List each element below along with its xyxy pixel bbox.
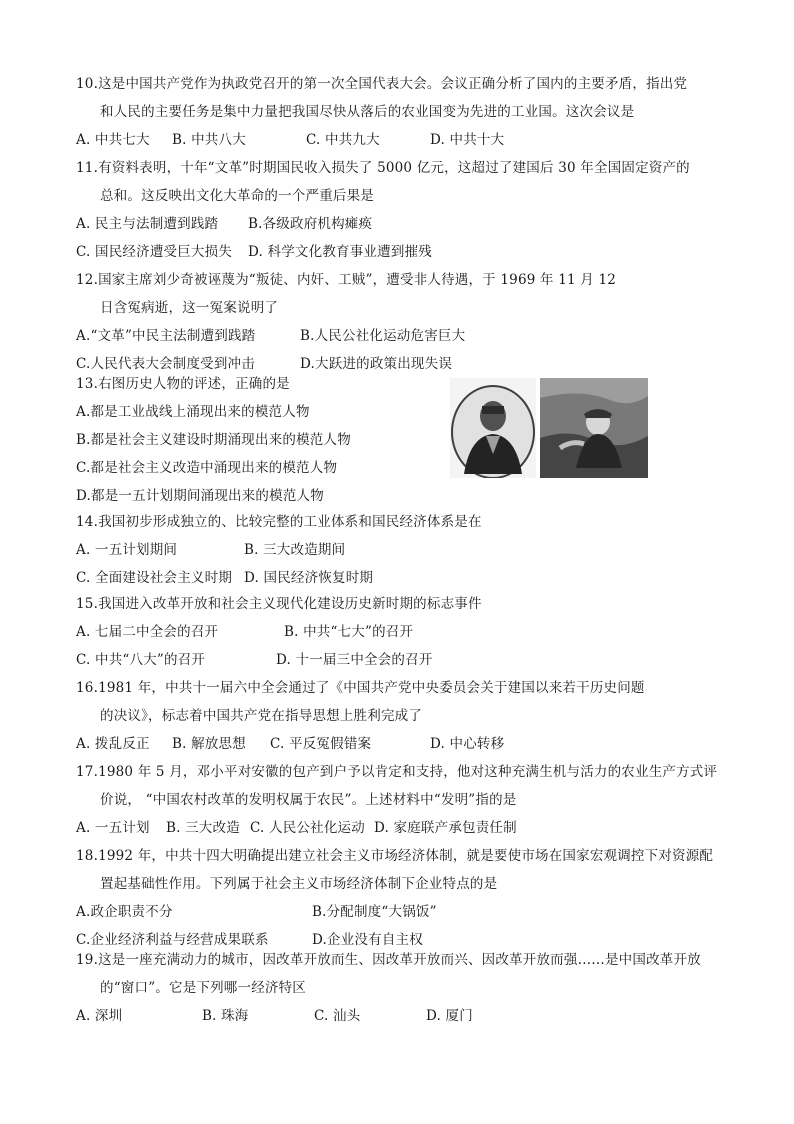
question-14 [76,508,726,592]
question-17-stem-line-1: 17.1980 年 5 月，邓小平对安徽的包产到户予以肯定和支持，他对这种充满生机与活力的农业生产方式评 [76,764,718,780]
option-b: B. 解放思想 [172,736,246,752]
option-a: A. 拨乱反正 [76,736,150,752]
question-15-options-row-2 [76,646,726,674]
option-d: D. 十一届三中全会的召开 [276,652,433,668]
option-a: A.“文革”中民主法制遭到践踏 [76,328,256,344]
question-11-stem-line-2: 总和。这反映出文化大革命的一个严重后果是 [100,188,374,204]
option-c: C.人民代表大会制度受到冲击 [76,356,255,372]
question-17-options [76,814,726,842]
question-17-stem-line-2: 价说， “中国农村改革的发明权属于农民”。上述材料中“发明”指的是 [100,792,517,808]
option-d: D. 国民经济恢复时期 [244,570,374,586]
question-16-stem-line-2: 的决议》，标志着中国共产党在指导思想上胜利完成了 [100,708,423,724]
option-b: B.都是社会主义建设时期涌现出来的模范人物 [76,432,351,448]
option-a: A. 民主与法制遭到践踏 [76,216,219,232]
question-10 [76,70,726,154]
option-c: C. 人民公社化运动 [250,820,365,836]
question-16-options [76,730,726,758]
question-18-stem-line-2: 置起基础性作用。下列属于社会主义市场经济体制下企业特点的是 [100,876,498,892]
question-12-stem-line-2: 日含冤病逝，这一冤案说明了 [100,300,279,316]
question-11-options-row-1 [76,210,726,238]
option-a: A. 中共七大 [76,132,150,148]
question-16 [76,674,726,758]
question-15-options-row-1 [76,618,726,646]
question-12-options-row-1 [76,322,726,350]
option-c: C. 中共“八大”的召开 [76,652,206,668]
question-12-stem-line-1: 12.国家主席刘少奇被诬蔑为“叛徒、内奸、工贼”，遭受非人待遇，于 1969 年 11 月 12 [76,272,617,288]
question-16-stem-line-1: 16.1981 年，中共十一届六中全会通过了《中国共产党中央委员会关于建国以来若干历史问题 [76,680,645,696]
historical-figures-photos [450,378,648,478]
question-15 [76,590,726,674]
option-d: D. 科学文化教育事业遭到摧残 [248,244,432,260]
option-b: B. 三大改造 [166,820,240,836]
question-10-stem-line-2: 和人民的主要任务是集中力量把我国尽快从落后的农业国变为先进的工业国。这次会议是 [100,104,635,120]
question-19-stem-line-1: 19.这是一座充满动力的城市，因改革开放而生、因改革开放而兴、因改革开放而强……是中国改革开放 [76,952,701,968]
question-10-stem-line-1: 10.这是中国共产党作为执政党召开的第一次全国代表大会。会议正确分析了国内的主要矛盾，指出党 [76,76,688,92]
question-14-options-row-2 [76,564,726,592]
option-d: D.企业没有自主权 [312,932,423,948]
option-d: D. 厦门 [426,1008,473,1024]
question-18-options-row-1 [76,898,726,926]
question-11-stem-line-1: 11.有资料表明，十年“文革”时期国民收入损失了 5000 亿元，这超过了建国后 30 年全国固定资产的 [76,160,690,176]
option-b: B. 三大改造期间 [244,542,346,558]
question-10-options [76,126,726,154]
option-b: B. 中共八大 [172,132,246,148]
option-c: C. 全面建设社会主义时期 [76,570,233,586]
option-b: B.各级政府机构瘫痪 [248,216,373,232]
question-19 [76,946,726,1030]
option-a: A. 一五计划 [76,820,150,836]
question-18 [76,842,726,954]
option-d: D. 中心转移 [430,736,505,752]
question-17 [76,758,726,842]
option-a: A. 一五计划期间 [76,542,178,558]
option-a: A.都是工业战线上涌现出来的模范人物 [76,404,310,420]
option-c: C. 国民经济遭受巨大损失 [76,244,233,260]
option-a: A.政企职责不分 [76,904,173,920]
question-11 [76,154,726,266]
option-c: C.企业经济利益与经营成果联系 [76,932,269,948]
question-19-options [76,1002,726,1030]
option-b: B.分配制度“大锅饭” [312,904,437,920]
option-d: D. 家庭联产承包责任制 [374,820,517,836]
option-c: C. 平反冤假错案 [270,736,372,752]
option-c: C.都是社会主义改造中涌现出来的模范人物 [76,460,338,476]
option-b: B.人民公社化运动危害巨大 [300,328,466,344]
option-d: D.都是一五计划期间涌现出来的模范人物 [76,488,324,504]
question-11-options-row-2 [76,238,726,266]
question-14-options-row-1 [76,536,726,564]
option-b: B. 中共“七大”的召开 [284,624,414,640]
option-a: A. 七届二中全会的召开 [76,624,219,640]
option-a: A. 深圳 [76,1008,123,1024]
portrait-photo [450,378,536,478]
option-d: D.大跃进的政策出现失误 [300,356,453,372]
question-18-stem-line-1: 18.1992 年，中共十四大明确提出建立社会主义市场经济体制，就是要使市场在国家宏观调控下对资源配 [76,848,714,864]
option-b: B. 珠海 [202,1008,249,1024]
option-c: C. 汕头 [314,1008,361,1024]
question-14-stem: 14.我国初步形成独立的、比较完整的工业体系和国民经济体系是在 [76,514,482,530]
question-19-stem-line-2: 的“窗口”。它是下列哪一经济特区 [100,980,307,996]
question-15-stem: 15.我国进入改革开放和社会主义现代化建设历史新时期的标志事件 [76,596,482,612]
question-12 [76,266,726,378]
option-d: D. 中共十大 [430,132,505,148]
question-13-stem: 13.右图历史人物的评述，正确的是 [76,376,290,392]
option-c: C. 中共九大 [306,132,380,148]
worker-in-mud-photo [540,378,648,478]
